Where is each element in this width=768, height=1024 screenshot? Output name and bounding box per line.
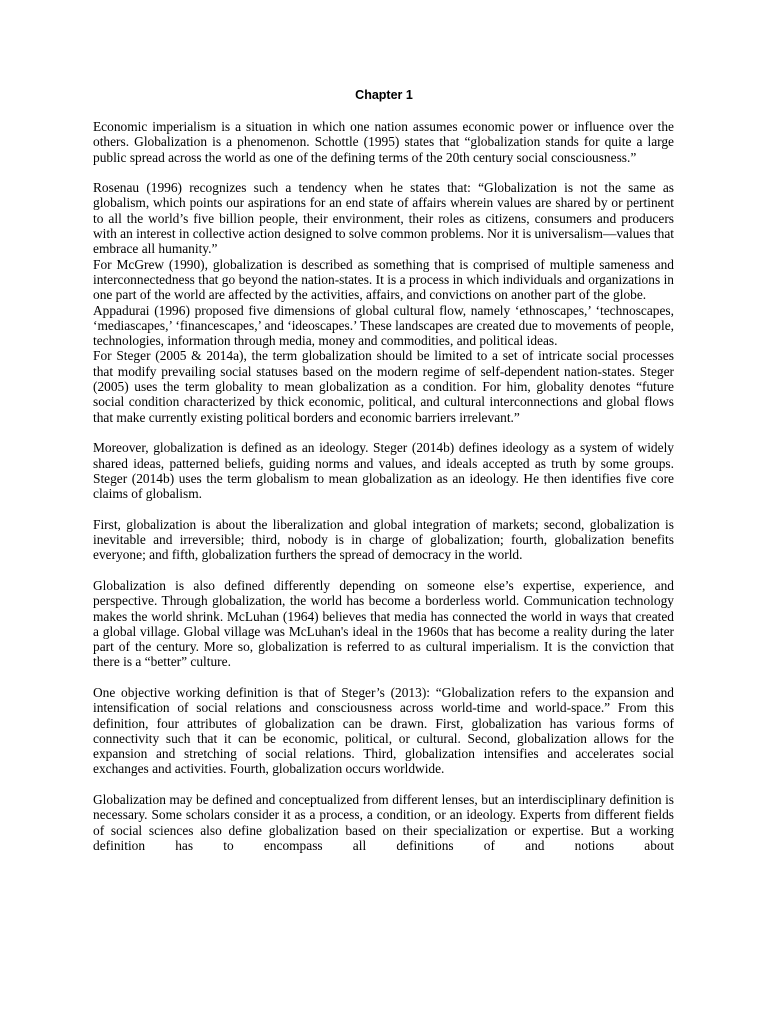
paragraph-rosenau: Rosenau (1996) recognizes such a tendency when he states that: “Globalization is not the same as globalism, which points our aspirations for an end state of affairs wherein values are shared by or pertinent to all the world’s five billion people, their environment, their roles as citizens, consumers and producers with an interest in collective action designed to solve common problems. Nor it is universalism—values that embrace all humanity.” [93,180,674,257]
paragraph-ideology: Moreover, globalization is defined as an ideology. Steger (2014b) defines ideology as a system of widely shared ideas, patterned beliefs, guiding norms and values, and ideals accepted as truth by some groups. Steger (2014b) uses the term globalism to mean globalization as an ideology. He then identifies five core claims of globalism. [93,440,674,502]
paragraph-core-claims: First, globalization is about the liberalization and global integration of markets; second, globalization is inevitable and irreversible; third, nobody is in charge of globalization; fourth, globalization benefits everyone; and fifth, globalization furthers the spread of democracy in the world. [93,516,674,563]
paragraph-interdisciplinary: Globalization may be defined and conceptualized from different lenses, but an interdisciplinary definition is necessary. Some scholars consider it as a process, a condition, or an ideology. Experts from different fields of social sciences also define globalization based on their specialization or expertise. But a working definition has to encompass all definitions of and notions about [93,792,674,853]
paragraph-steger-globality: For Steger (2005 & 2014a), the term globalization should be limited to a set of intricate social processes that modify prevailing social statuses based on the modern regime of self-dependent nation-states. Steger (2005) uses the term globality to mean globalization as a condition. For him, globality denotes “future social condition characterized by thick economic, political, and cultural interconnections and global flows that make currently existing political borders and economic barriers irrelevant.” [93,348,674,425]
paragraph-mcgrew: For McGrew (1990), globalization is described as something that is comprised of multiple sameness and interconnectedness that go beyond the nation-states. It is a process in which individuals and organizations in one part of the world are affected by the activities, affairs, and convictions on another part of the globe. [93,256,674,303]
paragraph-perspectives: Globalization is also defined differently depending on someone else’s expertise, experience, and perspective. Through globalization, the world has become a borderless world. Communication technology makes the world shrink. McLuhan (1964) believes that media has connected the world in ways that created a global village. Global village was McLuhan's ideal in the 1960s that has become a reality during the later part of the century. More so, globalization is referred to as cultural imperialism. It is the conviction that there is a “better” culture. [93,577,674,670]
paragraph-working-definition: One objective working definition is that of Steger’s (2013): “Globalization refers to the expansion and intensification of social relations and consciousness across world-time and world-space.” From this definition, four attributes of globalization can be drawn. First, globalization has various forms of connectivity such that it can be economic, political, or cultural. Second, globalization allows for the expansion and stretching of social relations. Third, globalization intensifies and accelerates social exchanges and activities. Fourth, globalization occurs worldwide. [93,684,674,777]
document-body [93,119,674,853]
paragraph-appadurai: Appadurai (1996) proposed five dimensions of global cultural flow, namely ‘ethnoscapes,’ ‘technoscapes, ‘mediascapes,’ ‘financescapes,’ and ‘ideoscapes.’ These landscapes are created due to movements of people, technologies, information through media, money and commodities, and political ideas. [93,302,674,349]
chapter-title: Chapter 1 [355,88,413,102]
paragraph-economic-imperialism: Economic imperialism is a situation in which one nation assumes economic power or influence over the others. Globalization is a phenomenon. Schottle (1995) states that “globalization stands for quite a large public spread across the world as one of the defining terms of the 20th century social consciousness.” [93,119,674,165]
